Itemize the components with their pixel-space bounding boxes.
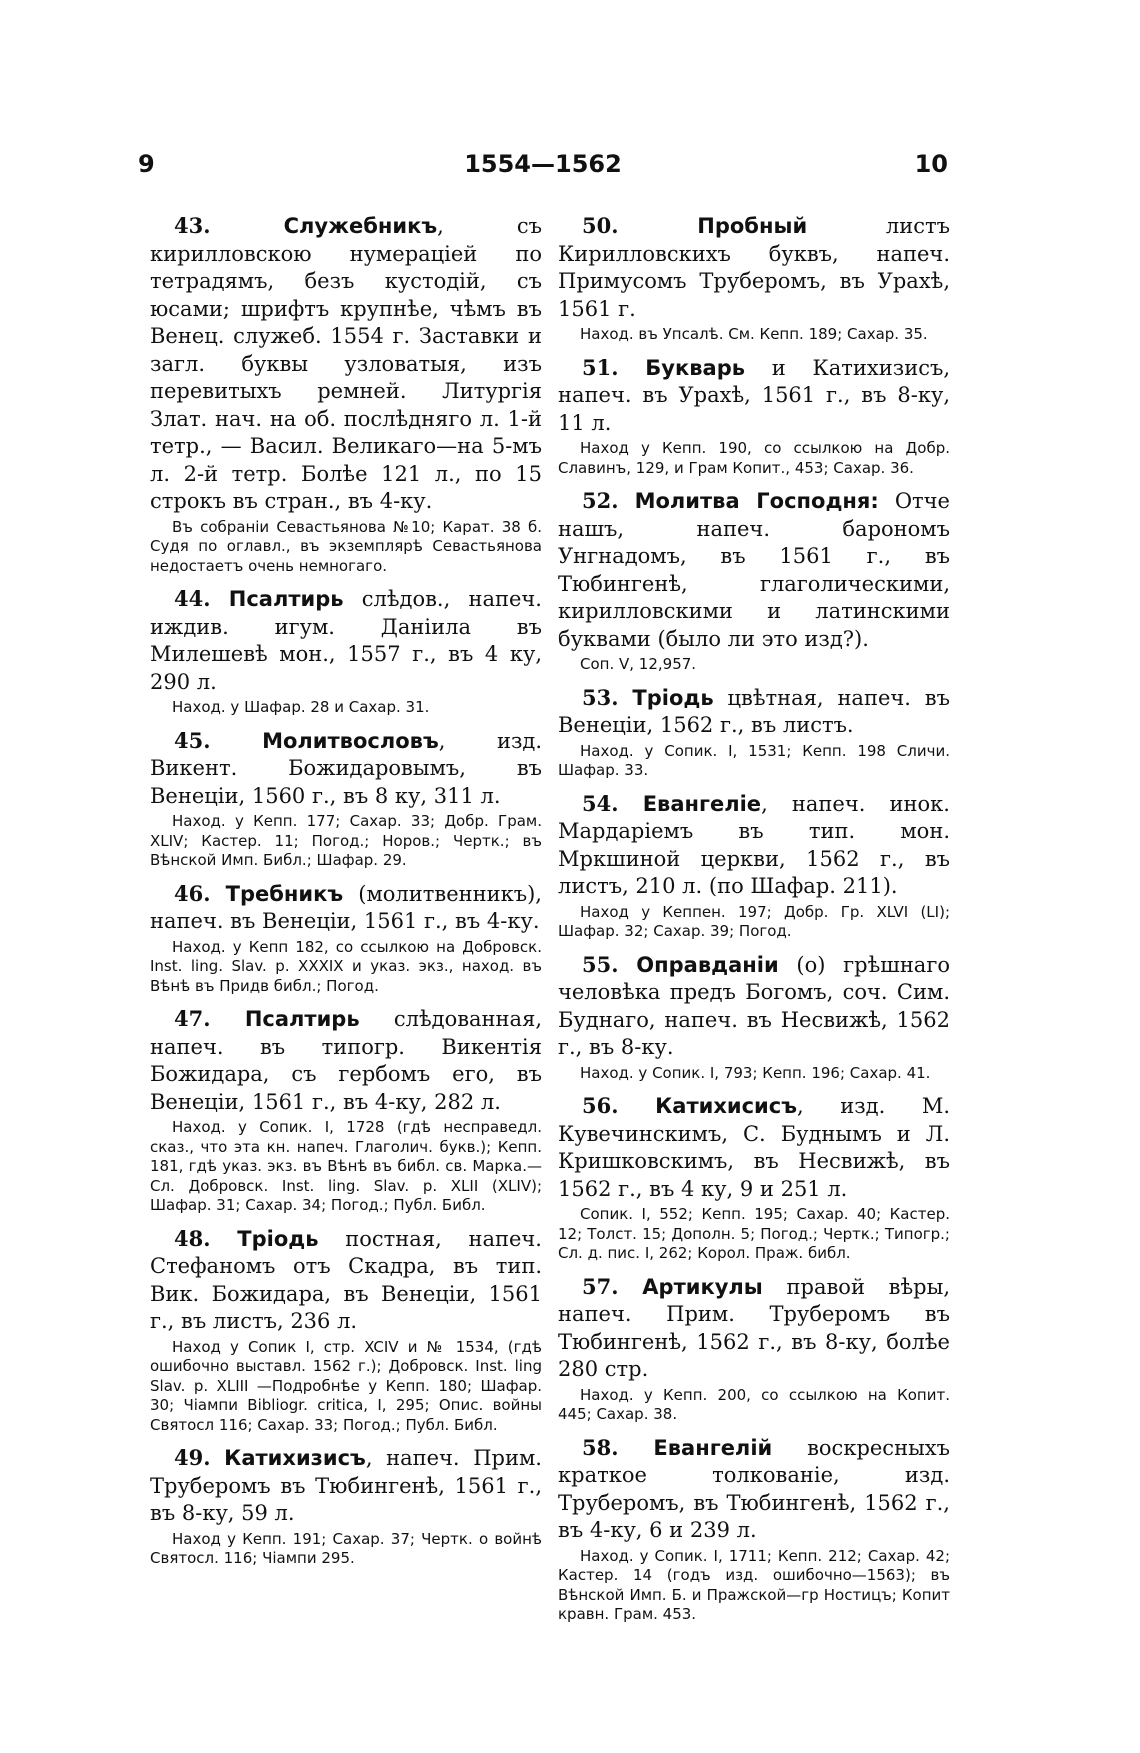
entry-source: Наход. у Кепп. 200, со ссылкою на Копит. 445; Сахар. 38. [558,1385,950,1423]
entry-title: Катихизисъ [224,1446,366,1470]
entry-50 [558,212,950,345]
left-column [150,212,542,1578]
entry-body [558,212,950,323]
entry-47 [150,1005,542,1216]
entry-number: 56. [582,1093,619,1118]
entry-43 [150,212,542,576]
entry-number: 44. [174,586,211,611]
entry-title: Оправданіи [636,952,779,977]
entry-source: Наход. у Шафар. 28 и Сахар. 31. [172,698,430,716]
entry-body [558,1434,950,1545]
entry-51 [558,354,950,479]
entry-body [150,880,542,936]
entry-body [150,1005,542,1116]
entry-52 [558,487,950,675]
entry-56 [558,1092,950,1264]
entry-body [558,487,950,653]
entry-source: Наход. въ Упсалѣ. См. Кепп. 189; Сахар. 35. [580,325,928,343]
entry-body [150,585,542,696]
entry-title: Евангелій [653,1435,773,1460]
entry-text: цвѣтная, напеч. въ Венеціи, 1562 г., въ листъ. [558,685,950,737]
entry-title: Псалтирь [244,1007,360,1031]
entry-49 [150,1444,542,1569]
entry-55 [558,951,950,1084]
entry-source: Соп. V, 12,957. [580,655,697,673]
entry-54 [558,790,950,942]
entry-number: 51. [582,354,619,380]
entry-text: правой вѣры, напеч. Прим. Труберомъ въ Тюбингенѣ, 1562 г., въ 8-ку, болѣе 280 стр. [558,1274,950,1381]
entry-title: Катихисисъ [655,1094,797,1118]
entry-title: Тріодь [237,1226,319,1251]
entry-number: 58. [582,1434,619,1460]
entry-source: Наход. у Сопик. I, 1728 (гдѣ несправедл. сказ., что эта кн. напеч. Глаголич. букв.); Кепп. 181, гдѣ указ. экз. въ Вѣнѣ въ библ. св. Марка.—Сл. Добровск. Inst. ling. Slav. p. XLII (XLIV); Шафар. 31; Сахар. 34; Погод.; Публ. Библ. [150,1118,542,1214]
entry-title: Тріодь [632,685,714,710]
entry-number: 53. [582,684,619,710]
entry-number: 50. [582,213,619,238]
entry-48 [150,1225,542,1436]
entry-source: Въ собраніи Севастьянова №10; Карат. 38 б. Судя по оглавл., въ экземплярѣ Севастьянова недостаетъ очень немногаго. [150,517,542,575]
entry-body [558,790,950,901]
entry-58 [558,1434,950,1625]
entry-title: Молитва Господня: [634,489,879,513]
entry-title: Требникъ [225,881,344,906]
entry-text: Отче нашъ, напеч. барономъ Унгнадомъ, въ 1561 г., въ Тюбингенѣ, глаголическими, кирилловскими и латинскими буквами (было ли это изд?). [558,489,950,651]
entry-body [150,1225,542,1336]
entry-46 [150,880,542,997]
entry-title: Пробный [697,214,808,238]
entry-title: Псалтирь [228,587,344,611]
entry-body [558,951,950,1062]
entry-number: 49. [174,1445,211,1470]
entry-body [150,1444,542,1528]
entry-53 [558,684,950,781]
entry-body [150,212,542,516]
entry-57 [558,1273,950,1425]
entry-source: Наход у Сопик I, стр. XCIV и № 1534, (гдѣ ошибочно выставл. 1562 г.); Добровск. Inst. ling Slav. p. XLIII —Подробнѣе у Кепп. 180; Шафар. 30; Чіампи Bibliogr. critica, I, 295; Опис. войны Святосл 116; Сахар. 33; Погод.; Публ. Библ. [150,1337,542,1434]
entry-number: 47. [174,1006,211,1031]
entry-text: слѣдованная, напеч. въ типогр. Викентія Божидара, съ гербомъ его, въ Венеціи, 1561 г., въ 4-ку, 282 л. [150,1007,542,1114]
entry-source: Наход. у Кепп 182, со ссылкою на Добровск. Inst. ling. Slav. p. XXXIX и указ. экз., наход. въ Вѣнѣ въ Придв библ.; Погод. [150,937,542,995]
entry-number: 52. [582,488,619,513]
entry-44 [150,585,542,718]
entry-source: Наход. у Сопик. I, 1531; Кепп. 198 Сличи. Шафар. 33. [558,741,950,779]
entry-text: воскресныхъ краткое толкованіе, изд. Труберомъ, въ Тюбингенѣ, 1562 г., въ 4-ку, 6 и 239 л. [558,1435,950,1542]
entry-title: Служебникъ [283,214,438,238]
entry-number: 45. [174,727,211,753]
entry-text: , напеч. инок. Мардаріемъ въ тип. мон. Мркшиной церкви, 1562 г., въ листъ, 210 л. (по Шафар. 211). [558,791,950,898]
entry-source: Наход. у Сопик. I, 1711; Кепп. 212; Сахар. 42; Кастер. 14 (годъ изд. ошибочно—1563); въ Вѣнской Имп. Б. и Пражской—гр Ностицъ; Копит кравн. Грам. 453. [558,1546,950,1623]
entry-title: Артикулы [642,1274,763,1299]
entry-source: Наход у Кеппен. 197; Добр. Гр. XLVI (LI); Шафар. 32; Сахар. 39; Погод. [558,902,950,940]
entry-text: и Катихизисъ, напеч. въ Урахѣ, 1561 г., въ 8-ку, 11 л. [558,355,950,435]
entry-title: Молитвословъ [262,728,439,753]
entry-source: Сопик. I, 552; Кепп. 195; Сахар. 40; Кастер. 12; Толст. 15; Дополн. 5; Погод.; Чертк.; Типогр.; Сл. д. пис. I, 262; Корол. Праж. библ. [558,1205,950,1262]
entry-number: 54. [582,790,619,816]
entry-source: Наход. у Кепп. 177; Сахар. 33; Добр. Грам. XLIV; Кастер. 11; Погод.; Норов.; Чертк.; въ Вѣнской Имп. Библ.; Шафар. 29. [150,812,542,869]
entry-text: постная, напеч. Стефаномъ отъ Скадра, въ тип. Вик. Божидара, въ Венеціи, 1561 г., въ листъ, 236 л. [150,1226,542,1333]
entry-number: 57. [582,1273,619,1299]
right-column [558,212,950,1634]
entry-title: Букварь [645,355,746,380]
entry-number: 55. [582,951,619,977]
entry-text: слѣдов., напеч. иждив. игум. Даніила въ Милешевѣ мон., 1557 г., въ 4 ку, 290 л. [150,587,542,694]
entry-source: Наход у Кепп. 191; Сахар. 37; Чертк. о войнѣ Святосл. 116; Чіампи 295. [150,1529,542,1567]
entry-number: 43. [174,213,211,238]
entry-number: 48. [174,1225,211,1251]
entry-text: листъ Кирилловскихъ буквъ, напеч. Примусомъ Труберомъ, въ Урахѣ, 1561 г. [558,214,950,321]
entry-text: , напеч. Прим. Труберомъ въ Тюбингенѣ, 1561 г., въ 8-ку, 59 л. [150,1446,542,1525]
entry-text: , съ кирилловскою нумераціей по тетрадямъ, безъ кустодій, съ юсами; шрифтъ крупнѣе, чѣмъ въ Венец. служеб. 1554 г. Заставки и загл. буквы узловатыя, изъ перевитыхъ ремней. Литургія Злат. нач. на об. послѣдняго л. 1-й тетр., — Васил. Великаго—на 5-мъ л. 2-й тетр. Болѣе 121 л., по 15 строкъ въ стран., въ 4-ку. [150,214,542,513]
entry-source: Наход. у Сопик. I, 793; Кепп. 196; Сахар. 41. [580,1063,931,1082]
entry-text: (о) грѣшнаго человѣка предъ Богомъ, соч. Сим. Буднаго, напеч. въ Несвижѣ, 1562 г., въ 8-ку. [558,952,950,1059]
entry-title: Евангеліе [642,791,762,816]
entry-source: Наход у Кепп. 190, со ссылкою на Добр. Славинъ, 129, и Грам Копит., 453; Сахар. 36. [558,439,950,477]
page-number-left: 9 [138,150,155,178]
entry-number: 46. [174,880,211,906]
entry-text: (молитвенникъ), напеч. въ Венеціи, 1561 г., въ 4-ку. [150,881,542,933]
page-number-right: 10 [914,150,948,178]
entry-text: , изд. М. Кувечинскимъ, С. Буднымъ и Л. Кришковскимъ, въ Несвижѣ, въ 1562 г., въ 4 ку, 9 и 251 л. [558,1094,950,1201]
entry-body [558,684,950,740]
entry-body [558,1273,950,1384]
entry-text: , изд. Викент. Божидаровымъ, въ Венеціи, 1560 г., въ 8 ку, 311 л. [150,728,542,808]
entry-45 [150,727,542,871]
entry-body [558,1092,950,1203]
year-range-title: 1554—1562 [464,150,622,178]
entry-body [150,727,542,811]
entry-body [558,354,950,438]
